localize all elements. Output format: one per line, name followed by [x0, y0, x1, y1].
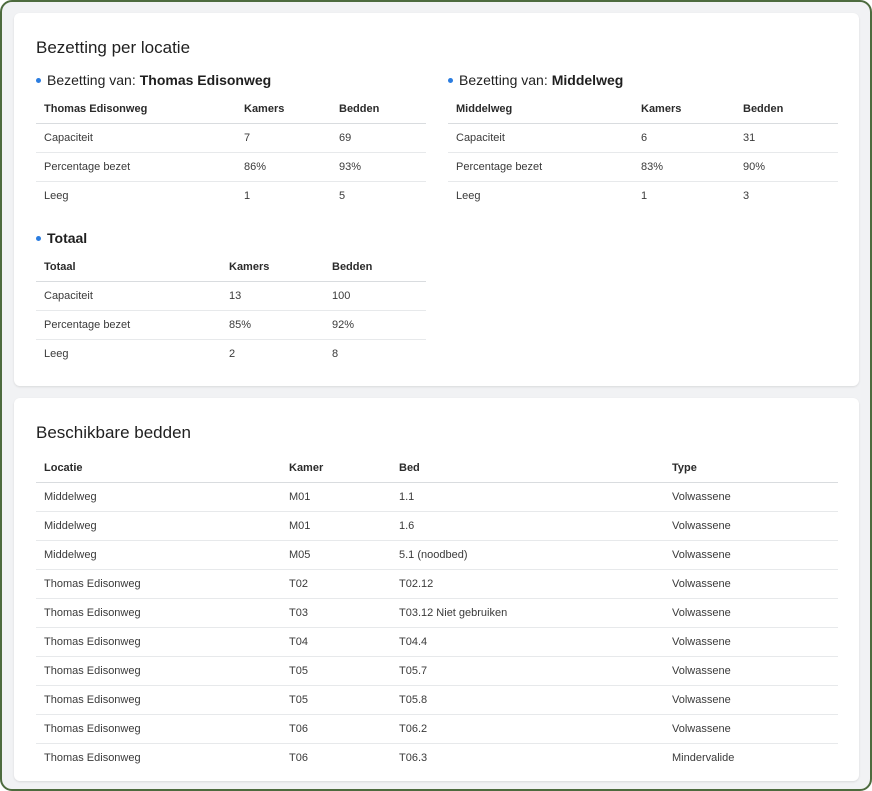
table-cell: M01	[281, 512, 391, 541]
table-row	[36, 686, 838, 715]
table-cell: T05	[281, 657, 391, 686]
table-cell: Leeg	[44, 190, 69, 202]
column-header: Thomas Edisonweg	[36, 95, 236, 124]
table-cell: T05.7	[391, 657, 664, 686]
bullet-icon	[448, 78, 453, 83]
table-row	[36, 282, 426, 311]
bullet-icon	[36, 78, 41, 83]
table-row	[36, 628, 838, 657]
available-beds-title: Beschikbare bedden	[36, 423, 192, 442]
table-cell: 3	[743, 190, 750, 202]
table-cell: 90%	[735, 153, 838, 182]
table-cell: 86%	[236, 153, 331, 182]
column-header: Kamer	[281, 454, 391, 483]
column-header: Totaal	[36, 253, 221, 282]
table-cell: Volwassene	[664, 570, 838, 599]
table-cell: Volwassene	[664, 628, 838, 657]
table-cell: Volwassene	[664, 715, 838, 744]
table-row	[36, 340, 426, 369]
table-cell: Middelweg	[36, 512, 281, 541]
table-header-row	[448, 95, 838, 124]
table-cell: 69	[331, 124, 426, 153]
table-row	[36, 541, 838, 570]
table-cell: Percentage bezet	[36, 153, 236, 182]
bullet-icon	[36, 236, 41, 241]
table-cell: Volwassene	[664, 483, 838, 512]
table-cell: 1	[641, 190, 648, 202]
table-cell: 31	[735, 124, 838, 153]
table-row	[448, 124, 838, 153]
occupancy-table-totaal	[36, 253, 426, 368]
table-cell: 1	[244, 190, 251, 202]
table-cell: M01	[281, 483, 391, 512]
table-row	[36, 744, 838, 773]
occupancy-table-thomas-edisonweg	[36, 95, 426, 210]
table-row	[36, 311, 426, 340]
table-cell: Capaciteit	[448, 124, 633, 153]
column-header: Bedden	[324, 253, 426, 282]
table-cell: T02	[281, 570, 391, 599]
table-cell: Volwassene	[664, 686, 838, 715]
table-row	[36, 153, 426, 182]
table-cell: 8	[332, 348, 339, 360]
table-cell: Thomas Edisonweg	[36, 628, 281, 657]
table-cell: Volwassene	[664, 599, 838, 628]
table-cell: 83%	[633, 153, 735, 182]
section-title-thomas-edisonweg	[36, 72, 271, 88]
table-cell: T05.8	[391, 686, 664, 715]
table-row	[36, 182, 426, 211]
table-cell: 2	[229, 348, 236, 360]
table-cell: T06	[289, 752, 308, 764]
table-cell: T06	[281, 715, 391, 744]
section-location-name: Thomas Edisonweg	[139, 72, 272, 88]
table-cell: Volwassene	[664, 512, 838, 541]
column-header: Bedden	[735, 95, 838, 124]
table-cell: Thomas Edisonweg	[36, 570, 281, 599]
table-cell: Thomas Edisonweg	[36, 599, 281, 628]
table-cell: T06.3	[399, 752, 428, 764]
table-header-row	[36, 95, 426, 124]
table-cell: Leeg	[44, 348, 69, 360]
table-cell: T03.12 Niet gebruiken	[391, 599, 664, 628]
table-cell: Middelweg	[36, 483, 281, 512]
section-location-name: Middelweg	[551, 72, 624, 88]
table-row	[448, 153, 838, 182]
table-cell: 93%	[331, 153, 426, 182]
column-header: Bedden	[331, 95, 426, 124]
occupancy-table-middelweg	[448, 95, 838, 210]
table-cell: Middelweg	[36, 541, 281, 570]
table-header-row	[36, 253, 426, 282]
table-cell: 92%	[324, 311, 426, 340]
table-row	[36, 570, 838, 599]
table-cell: 5	[339, 190, 346, 202]
table-cell: 6	[633, 124, 735, 153]
table-cell: T04	[281, 628, 391, 657]
table-cell: Thomas Edisonweg	[36, 715, 281, 744]
column-header: Type	[664, 454, 838, 483]
section-title-middelweg	[448, 72, 623, 88]
table-row	[36, 599, 838, 628]
table-cell: 1.1	[391, 483, 664, 512]
column-header: Middelweg	[448, 95, 633, 124]
table-cell: M05	[281, 541, 391, 570]
table-cell: 85%	[221, 311, 324, 340]
table-cell: 100	[324, 282, 426, 311]
table-row	[36, 512, 838, 541]
column-header: Kamers	[633, 95, 735, 124]
table-row	[36, 124, 426, 153]
table-cell: 5.1 (noodbed)	[391, 541, 664, 570]
table-cell: Volwassene	[664, 541, 838, 570]
table-cell: 1.6	[391, 512, 664, 541]
table-cell: Capaciteit	[36, 124, 236, 153]
table-cell: Volwassene	[664, 657, 838, 686]
table-cell: Percentage bezet	[448, 153, 633, 182]
available-beds-table	[36, 454, 838, 772]
occupancy-title: Bezetting per locatie	[36, 38, 191, 57]
table-cell: T06.2	[391, 715, 664, 744]
column-header: Kamers	[236, 95, 331, 124]
section-title-totaal	[36, 230, 87, 246]
table-cell: Thomas Edisonweg	[44, 752, 141, 764]
table-row	[36, 483, 838, 512]
table-cell: Thomas Edisonweg	[36, 686, 281, 715]
table-row	[36, 715, 838, 744]
table-cell: Mindervalide	[672, 752, 735, 764]
table-row	[448, 182, 838, 211]
occupancy-card	[14, 13, 859, 386]
table-cell: Thomas Edisonweg	[36, 657, 281, 686]
table-cell: T02.12	[391, 570, 664, 599]
table-cell: T03	[281, 599, 391, 628]
table-cell: T04.4	[391, 628, 664, 657]
section-prefix: Bezetting van:	[47, 72, 136, 88]
table-cell: 7	[236, 124, 331, 153]
section-location-name: Totaal	[47, 230, 88, 246]
table-cell: Percentage bezet	[36, 311, 221, 340]
table-cell: Leeg	[456, 190, 481, 202]
table-cell: 13	[221, 282, 324, 311]
available-beds-card	[14, 398, 859, 781]
table-cell: Capaciteit	[36, 282, 221, 311]
table-cell: T05	[281, 686, 391, 715]
column-header: Locatie	[36, 454, 281, 483]
column-header: Kamers	[221, 253, 324, 282]
section-prefix: Bezetting van:	[459, 72, 548, 88]
table-header-row	[36, 454, 838, 483]
table-row	[36, 657, 838, 686]
column-header: Bed	[391, 454, 664, 483]
